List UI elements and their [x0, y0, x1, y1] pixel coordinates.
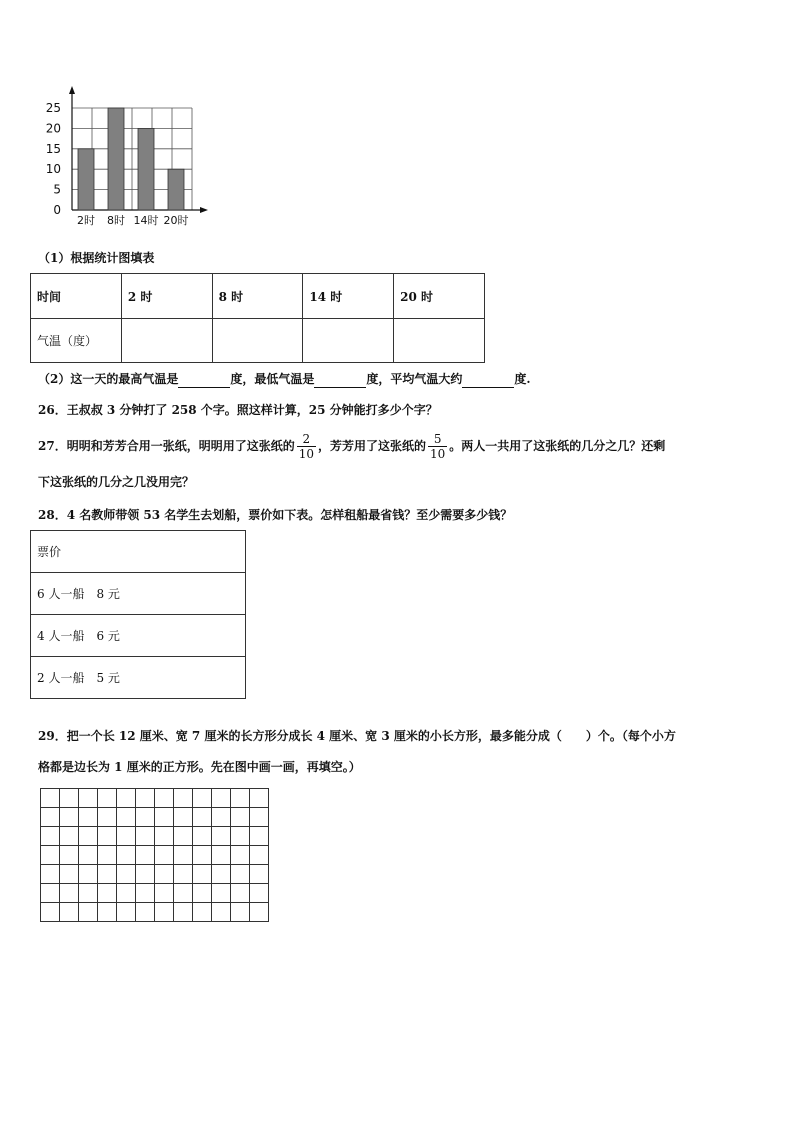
q27-line1: [38, 428, 665, 464]
bar-8时: [108, 108, 124, 210]
q25-part2-text-a: （2）这一天的最高气温是: [38, 372, 179, 386]
fraction-2-10: [297, 432, 316, 461]
q28-text: 28．4 名教师带领 53 名学生去划船，票价如下表。怎样租船最省钱？至少需要多少钱？: [38, 508, 513, 522]
bar-20时: [168, 169, 184, 210]
fraction-numerator: 2: [297, 432, 316, 447]
answer-cell-2h[interactable]: [121, 319, 212, 363]
q29-line1: 29．把一个长 12 厘米、宽 7 厘米的长方形分成长 4 厘米、宽 3 厘米的小长方形，最多能分成（ ）个。（每个小方: [38, 729, 676, 743]
y-tick-label: 15: [45, 141, 61, 156]
answer-blank-average[interactable]: [462, 374, 514, 388]
q25-part1-label: （1）根据统计图填表: [38, 251, 155, 265]
fraction-denominator: 10: [430, 447, 446, 461]
answer-blank-min[interactable]: [314, 374, 366, 388]
answer-cell-14h[interactable]: [303, 319, 394, 363]
price-row-2-person: 2 人一船 5 元: [31, 657, 246, 699]
q27-text-b: ，芳芳用了这张纸的: [317, 439, 426, 453]
table-header-20h: 20 时: [394, 274, 485, 319]
x-tick-label: 2时: [77, 214, 95, 227]
table-header-8h: 8 时: [212, 274, 303, 319]
x-axis-arrow: [200, 207, 208, 213]
q25-part2: [38, 370, 531, 388]
answer-cell-20h[interactable]: [394, 319, 485, 363]
q27-line2: 下这张纸的几分之几没用完？: [38, 475, 195, 489]
q25-part2-text-c: 度，平均气温大约: [366, 372, 463, 386]
y-tick-label: 10: [45, 162, 61, 177]
drawing-grid-12x7[interactable]: [40, 788, 270, 924]
price-table-header: 票价: [31, 531, 246, 573]
table-header-time: 时间: [31, 274, 122, 319]
x-tick-label: 14时: [133, 214, 159, 227]
x-tick-label: 20时: [163, 214, 189, 227]
y-tick-label: 5: [53, 182, 61, 197]
table-row-label-temperature: 气温（度）: [31, 319, 122, 363]
bar-14时: [138, 128, 154, 210]
bar-2时: [78, 149, 94, 210]
q27-text-c: 。两人一共用了这张纸的几分之几？还剩: [449, 439, 666, 453]
y-tick-label: 20: [45, 121, 61, 136]
price-row-6-person: 6 人一船 8 元: [31, 573, 246, 615]
ticket-price-table: [30, 530, 246, 699]
table-header-14h: 14 时: [303, 274, 394, 319]
table-header-2h: 2 时: [121, 274, 212, 319]
temperature-table: [30, 273, 485, 363]
q26-text: 26．王叔叔 3 分钟打了 258 个字。照这样计算，25 分钟能打多少个字？: [38, 403, 438, 417]
answer-blank-max[interactable]: [178, 374, 230, 388]
q29-line2: 格都是边长为 1 厘米的正方形。先在图中画一画，再填空。）: [38, 760, 361, 774]
answer-cell-8h[interactable]: [212, 319, 303, 363]
y-tick-label: 25: [45, 101, 61, 115]
q25-part2-text-d: 度.: [514, 372, 531, 386]
price-row-4-person: 4 人一船 6 元: [31, 615, 246, 657]
fraction-5-10: [428, 432, 447, 461]
temperature-bar-chart: [36, 82, 216, 232]
y-tick-label: 0: [53, 203, 61, 217]
x-tick-label: 8时: [107, 214, 125, 227]
q27-text-a: 27．明明和芳芳合用一张纸，明明用了这张纸的: [38, 439, 295, 453]
fraction-denominator: 10: [298, 447, 314, 461]
y-axis-arrow: [69, 86, 75, 94]
fraction-numerator: 5: [428, 432, 447, 447]
q25-part2-text-b: 度，最低气温是: [230, 372, 315, 386]
